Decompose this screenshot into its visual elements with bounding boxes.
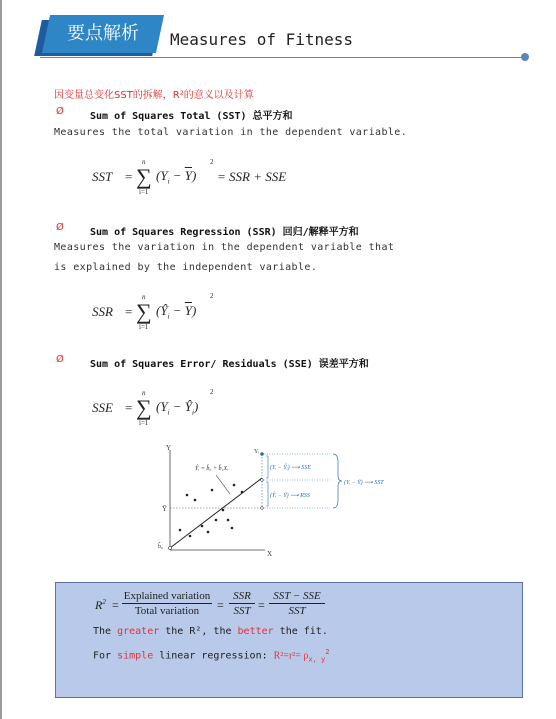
y-mean-label: Ȳ [162,505,168,513]
bullet-marker: Ø [56,106,64,117]
sst-heading: Sum of Squares Total (SST) 总平方和 [90,111,293,122]
regression-line [170,478,262,548]
data-points [179,484,244,538]
simple-regression-note: For simple linear regression: $R^2=r^2= \rho_{x, y}^2$ [93,648,330,664]
sse-formula: SSE = ∑ n i=1 ($Y_i$ − $Ŷ_i$) 2 [92,388,214,427]
sst-description: Measures the total variation in the dependent variable. [54,127,408,138]
sse-component-label: (Yᵢ − Ŷᵢ) ⟶ SSE [270,465,311,471]
sst-formula: SST = ∑ n i=1 $(Y_i - \overline{Y})$ 2 = SSR + SSE [92,158,287,196]
ssr-description-line-1: Measures the variation in the dependent variable that [54,242,395,253]
fitted-equation-label: Ŷᵢ = b̂₀ + b̂₁Xᵢ [195,466,229,472]
total-brace [333,454,342,508]
rss-component-label: (Ŷᵢ − Ȳ) ⟶ RSS [270,493,310,499]
page-left-rule [0,0,2,719]
intro-cn: 因变量总变化SST的拆解，R²的意义以及计算 [54,90,254,101]
sse-heading: Sum of Squares Error/ Residuals (SSE) 误差平方和 [90,359,369,370]
intercept-label: b̂₀ [158,544,164,550]
fitted-pointer [216,475,230,494]
sst-component-label: (Yᵢ − Ȳ) ⟶ SST [344,480,384,486]
ssr-formula: SSR = ∑ n i=1 $(Ŷ_i - \overline{Y})$ 2 [92,292,214,331]
bullet-marker: Ø [56,222,64,233]
yi-label: Yᵢ [254,449,260,455]
header-cn-title: 要点解析 [67,23,139,44]
r-squared-note: The greater the R², the better the fit. [93,626,328,637]
header-dot [521,53,529,61]
r-squared-formula: $R^2$ = Explained variation Total variation = SSR SST = SST − SSE SST [95,588,355,624]
y-axis-label: Y [166,444,172,452]
header-en-title: Measures of Fitness [170,30,354,49]
ssr-description-line-2: is explained by the independent variable. [54,262,318,273]
regression-diagram [150,440,400,565]
header-underline [40,57,526,58]
x-axis-label: X [267,550,273,558]
ssr-heading: Sum of Squares Regression (SSR) 回归/解释平方和 [90,227,359,238]
bullet-marker: Ø [56,354,64,365]
